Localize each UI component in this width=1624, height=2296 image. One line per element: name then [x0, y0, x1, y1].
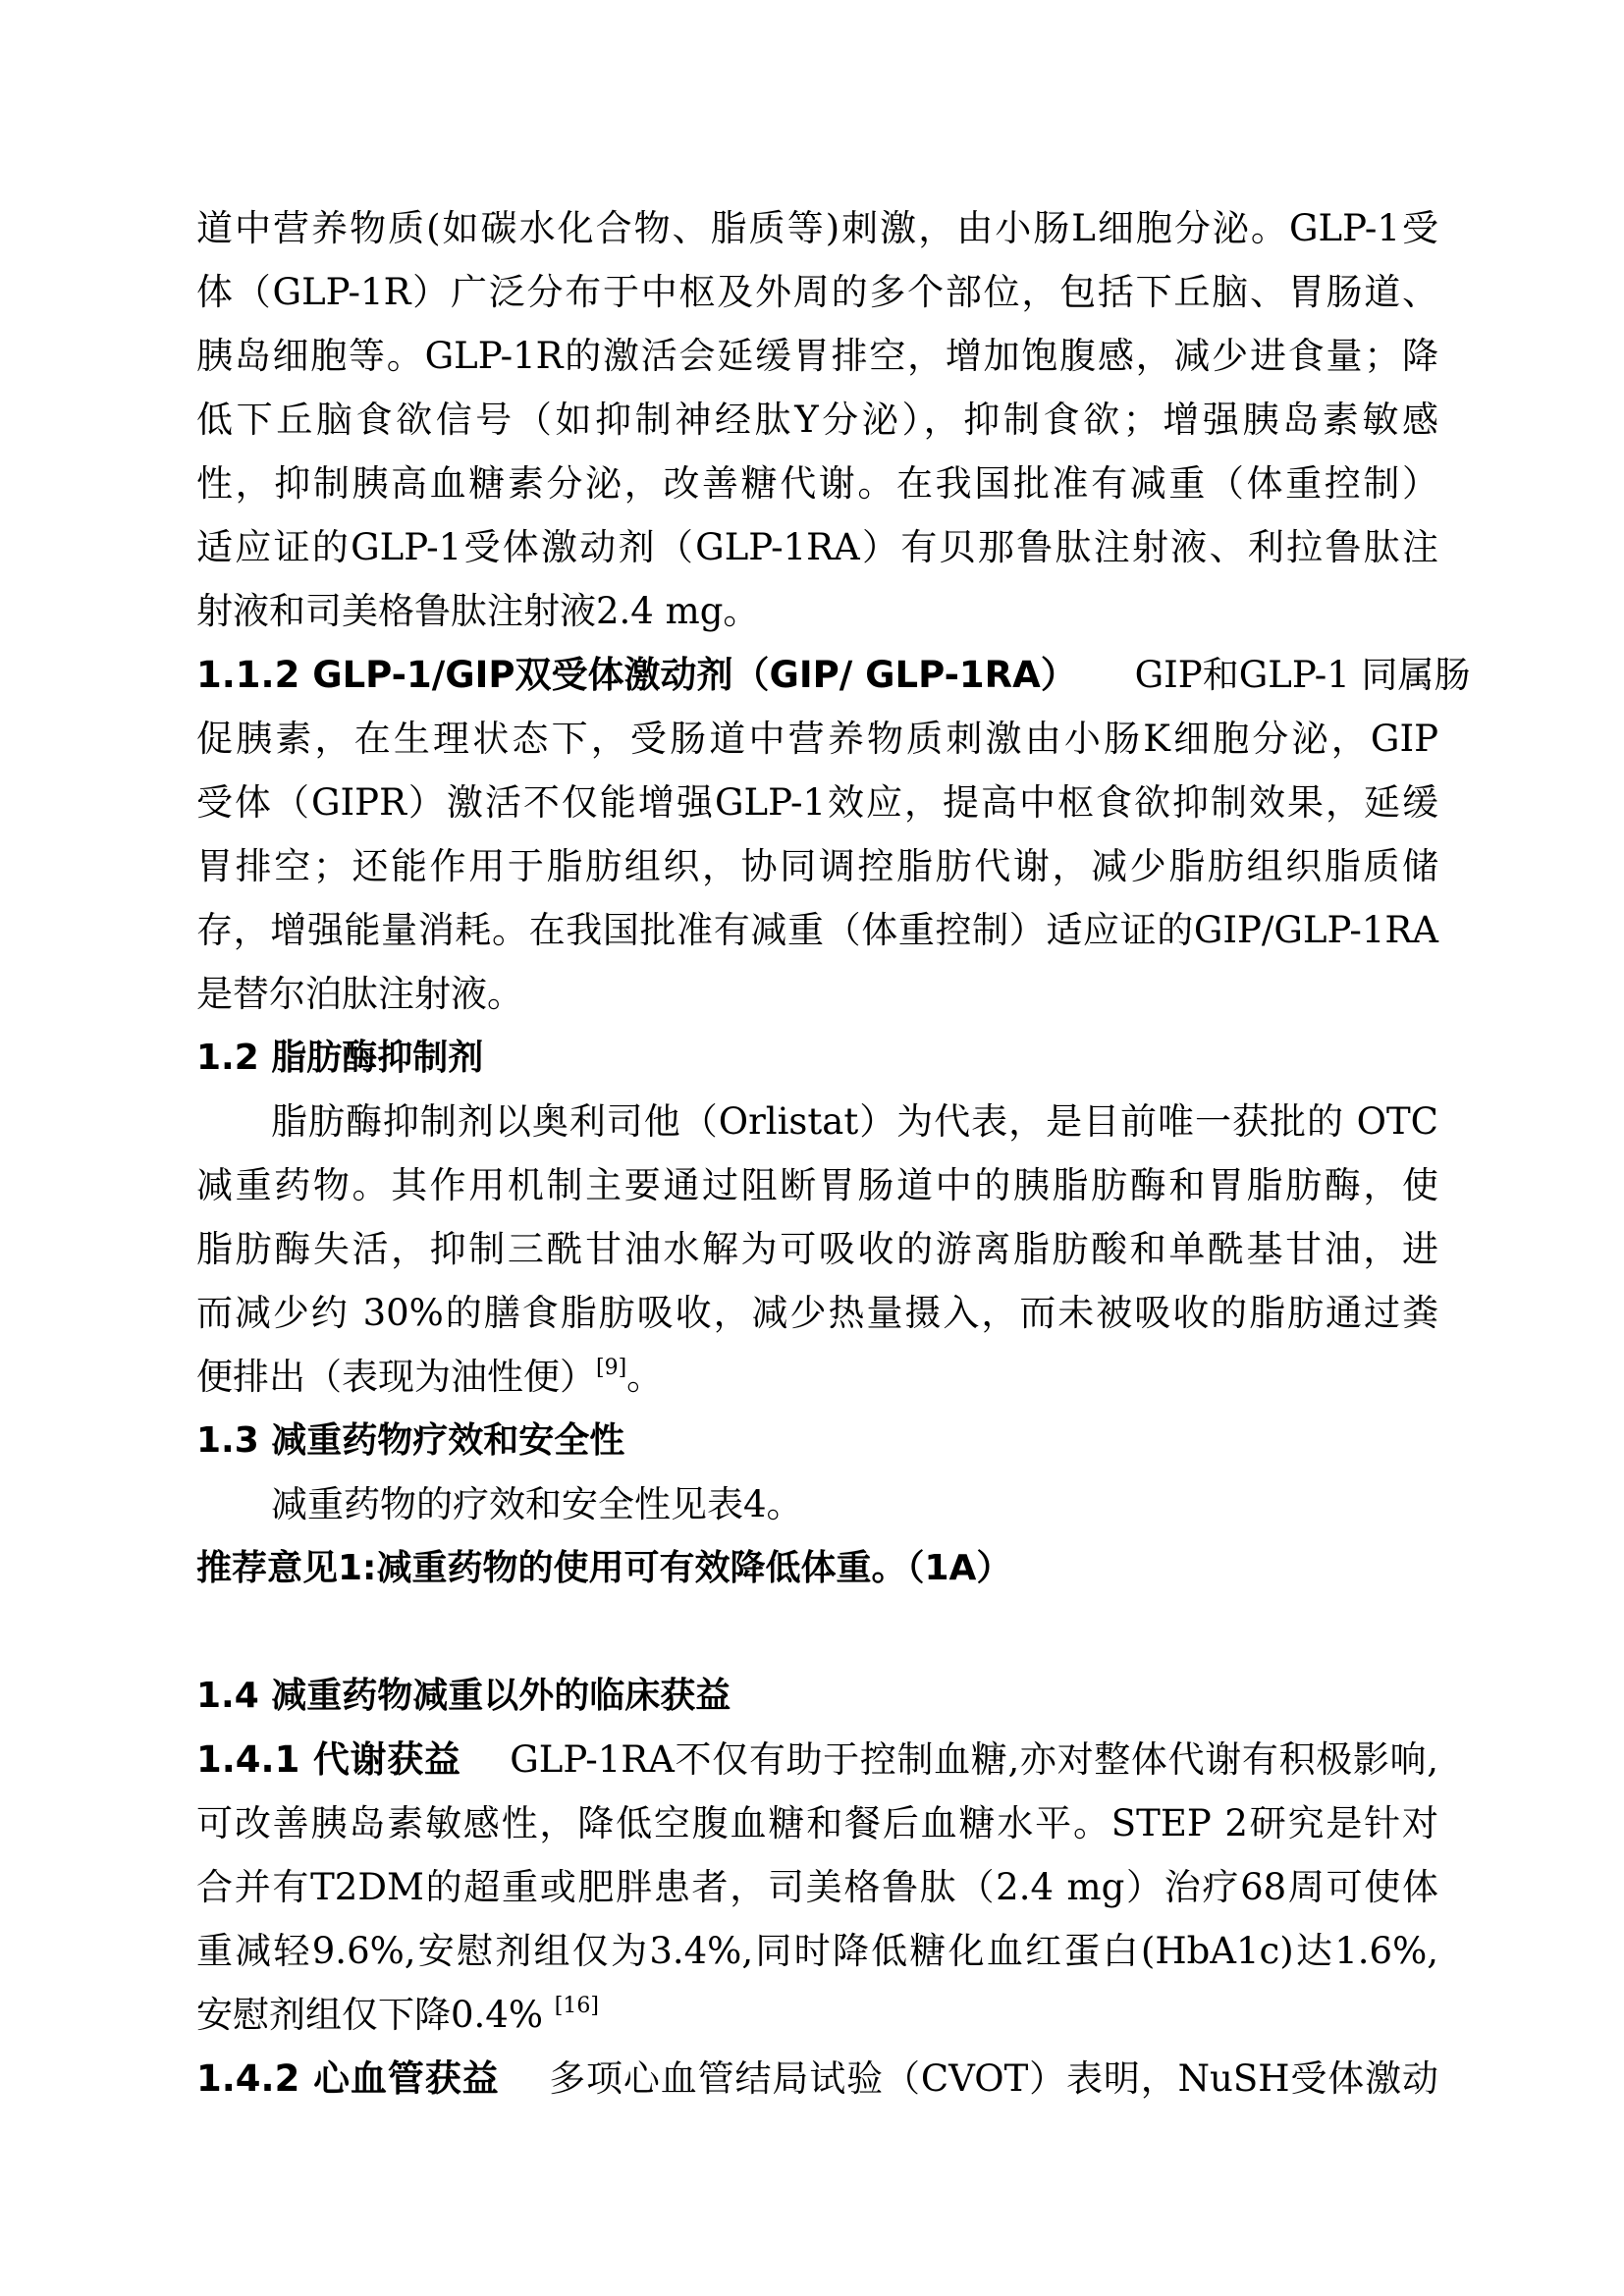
text-line: 脂肪酶抑制剂以奥利司他（Orlistat）为代表，是目前唯一获批的 OTC [271, 1100, 1438, 1143]
text-run: 。 [626, 1356, 664, 1398]
glp1-paragraph [196, 196, 1438, 643]
section-heading: 1.4 减重药物减重以外的临床获益 [196, 1676, 731, 1716]
section-1-1-2 [196, 643, 1471, 1026]
section-1-2 [196, 1026, 1438, 1409]
text-line: 道中营养物质(如碳水化合物、脂质等)刺激，由小肠L细胞分泌。GLP-1受 [196, 207, 1438, 249]
text-line: 胰岛细胞等。GLP-1R的激活会延缓胃排空，增加饱腹感，减少进食量；降 [196, 335, 1438, 377]
text-line: 而减少约 30%的膳食脂肪吸收，减少热量摄入，而未被吸收的脂肪通过粪 [196, 1292, 1438, 1334]
text-line: 脂肪酶失活，抑制三酰甘油水解为可吸收的游离脂肪酸和单酰基甘油，进 [196, 1228, 1438, 1270]
text-line [196, 1345, 1438, 1409]
section-heading-line [196, 643, 1471, 707]
text-line: 减重药物。其作用机制主要通过阻断胃肠道中的胰脂肪酶和胃脂肪酶，使 [196, 1164, 1438, 1206]
text-line: 射液和司美格鲁肽注射液2.4 mg。 [196, 590, 760, 632]
text-run: GIP和GLP-1 同属肠 [1134, 654, 1471, 696]
subsection-heading: 1.4.2 心血管获益 [196, 2057, 500, 2100]
text-line [196, 1983, 1438, 2047]
citation: [9] [596, 1356, 627, 1380]
text-line: 存，增强能量消耗。在我国批准有减重（体重控制）适应证的GIP/GLP-1RA [196, 909, 1438, 951]
section-1-3 [196, 1409, 1438, 1600]
text-line: 适应证的GLP-1受体激动剂（GLP-1RA）有贝那鲁肽注射液、利拉鲁肽注 [196, 526, 1438, 568]
text-run: 便排出（表现为油性便） [196, 1356, 596, 1398]
section-heading-line [196, 2047, 1438, 2110]
text-line: 低下丘脑食欲信号（如抑制神经肽Y分泌），抑制食欲；增强胰岛素敏感 [196, 399, 1438, 441]
text-line: 胃排空；还能作用于脂肪组织，协同调控脂肪代谢，减少脂肪组织脂质储 [196, 845, 1438, 887]
text-run: 安慰剂组仅下降0.4% [196, 1994, 543, 2036]
text-line: 可改善胰岛素敏感性，降低空腹血糖和餐后血糖水平。STEP 2研究是针对 [196, 1802, 1438, 1844]
text-line: 性，抑制胰高血糖素分泌，改善糖代谢。在我国批准有减重（体重控制） [196, 462, 1438, 505]
recommendation: 推荐意见1:减重药物的使用可有效降低体重。（1A） [196, 1548, 1012, 1588]
section-heading: 1.2 脂肪酶抑制剂 [196, 1038, 484, 1078]
section-1-4 [196, 1664, 1438, 2110]
text-run: 多项心血管结局试验（CVOT）表明，NuSH受体激动 [549, 2057, 1438, 2100]
text-line: 重减轻9.6%,安慰剂组仅为3.4%,同时降低糖化血红蛋白(HbA1c)达1.6%, [196, 1930, 1438, 1972]
text-line: 是替尔泊肽注射液。 [196, 973, 523, 1015]
text-line: 体（GLP-1R）广泛分布于中枢及外周的多个部位，包括下丘脑、胃肠道、 [196, 271, 1438, 313]
text-run: GLP-1RA不仅有助于控制血糖,亦对整体代谢有积极影响, [510, 1738, 1438, 1781]
subsection-heading: 1.4.1 代谢获益 [196, 1738, 461, 1781]
document-page [196, 196, 1471, 2110]
section-heading: 1.1.2 GLP-1/GIP双受体激动剂（GIP/ GLP-1RA） [196, 654, 1077, 696]
text-line: 受体（GIPR）激活不仅能增强GLP-1效应，提高中枢食欲抑制效果，延缓 [196, 781, 1438, 824]
text-line: 合并有T2DM的超重或肥胖患者，司美格鲁肽（2.4 mg）治疗68周可使体 [196, 1866, 1438, 1908]
section-heading-line [196, 1728, 1438, 1791]
spacer [196, 1600, 1438, 1664]
text-line: 促胰素，在生理状态下，受肠道中营养物质刺激由小肠K细胞分泌，GIP [196, 718, 1438, 760]
section-heading: 1.3 减重药物疗效和安全性 [196, 1420, 625, 1461]
text-line: 减重药物的疗效和安全性见表4。 [271, 1483, 803, 1525]
citation: [16] [554, 1994, 599, 2018]
